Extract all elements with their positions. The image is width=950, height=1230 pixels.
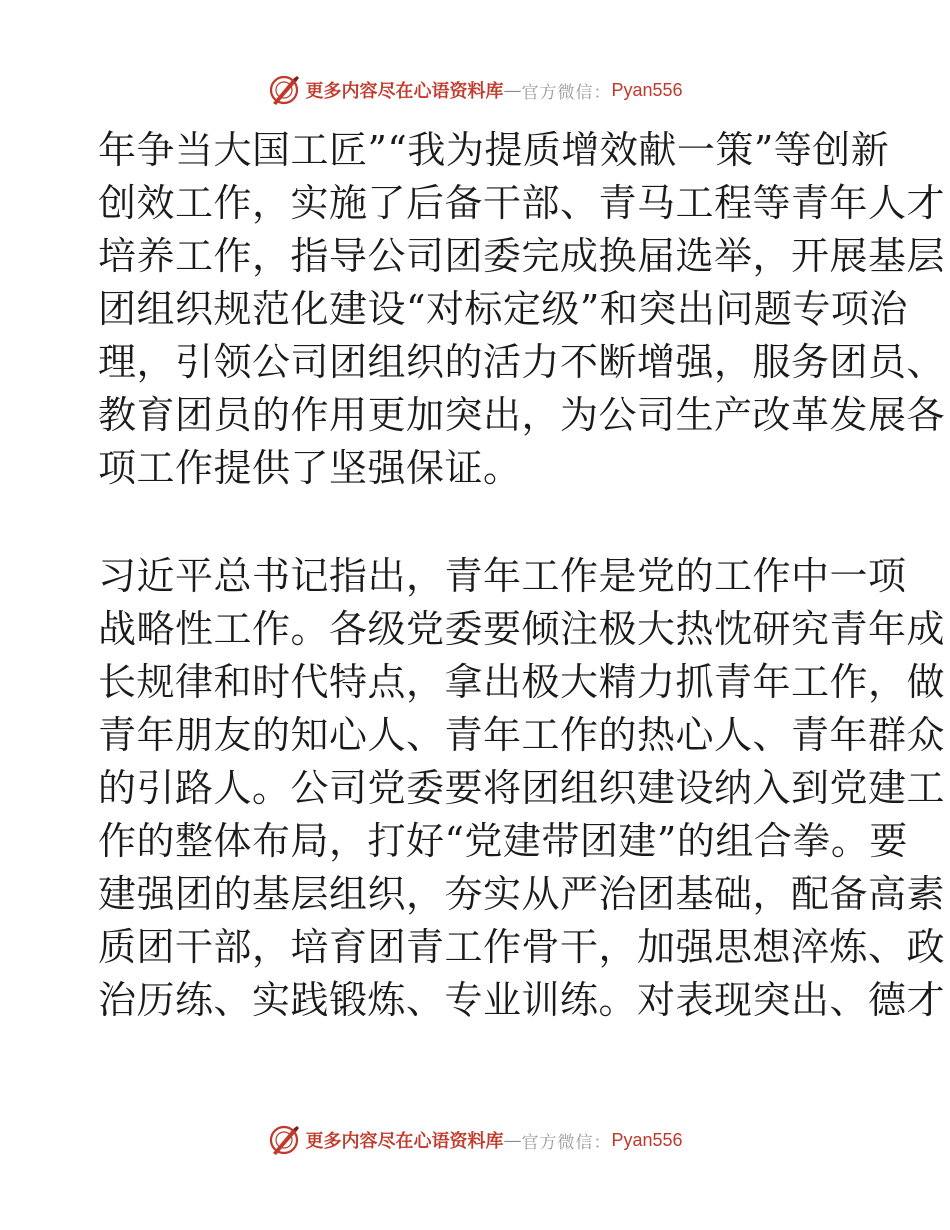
header-site-name: 更多内容尽在心语资料库 [305, 81, 504, 102]
paragraph-2 [98, 550, 946, 1027]
text-line: 年争当大国工匠”“我为提质增效献一策”等创新 [98, 128, 890, 172]
text-line: 作的整体布局，打好“党建带团建”的组合拳。要 [98, 819, 908, 863]
header-watermark-banner [0, 70, 950, 110]
text-line: 教育团员的作用更加突出，为公司生产改革发展各 [98, 393, 946, 437]
text-line: 建强团的基层组织，夯实从严治团基础，配备高素 [98, 872, 946, 916]
text-line: 长规律和时代特点，拿出极大精力抓青年工作，做 [98, 660, 946, 704]
text-line: 理，引领公司团组织的活力不断增强，服务团员、 [98, 340, 946, 384]
footer-watermark-banner [0, 1120, 950, 1160]
text-line: 的引路人。公司党委要将团组织建设纳入到党建工 [98, 766, 946, 810]
text-line: 青年朋友的知心人、青年工作的热心人、青年群众 [98, 713, 946, 757]
text-line: 战略性工作。各级党委要倾注极大热忱研究青年成 [98, 607, 946, 651]
header-dash: — [503, 79, 522, 101]
text-line: 培养工作，指导公司团委完成换届选举，开展基层 [98, 234, 946, 278]
footer-dash: — [503, 1129, 522, 1151]
paragraph-1 [98, 124, 946, 495]
header-wechat-id: Pyan556 [611, 79, 683, 100]
text-line: 质团干部，培育团青工作骨干，加强思想淬炼、政 [98, 925, 946, 969]
header-wechat-label: 官方微信： [521, 82, 612, 103]
pen-logo-icon [267, 73, 301, 107]
text-line: 团组织规范化建设“对标定级”和突出问题专项治 [98, 287, 908, 331]
footer-wechat-label: 官方微信： [521, 1132, 612, 1153]
text-line: 项工作提供了坚强保证。 [98, 446, 522, 490]
text-line: 治历练、实践锻炼、专业训练。对表现突出、德才 [98, 978, 946, 1022]
footer-wechat-id: Pyan556 [611, 1129, 683, 1150]
text-line: 习近平总书记指出，青年工作是党的工作中一项 [98, 554, 907, 598]
pen-logo-icon [267, 1123, 301, 1157]
text-line: 创效工作，实施了后备干部、青马工程等青年人才 [98, 181, 946, 225]
footer-site-name: 更多内容尽在心语资料库 [305, 1131, 504, 1152]
